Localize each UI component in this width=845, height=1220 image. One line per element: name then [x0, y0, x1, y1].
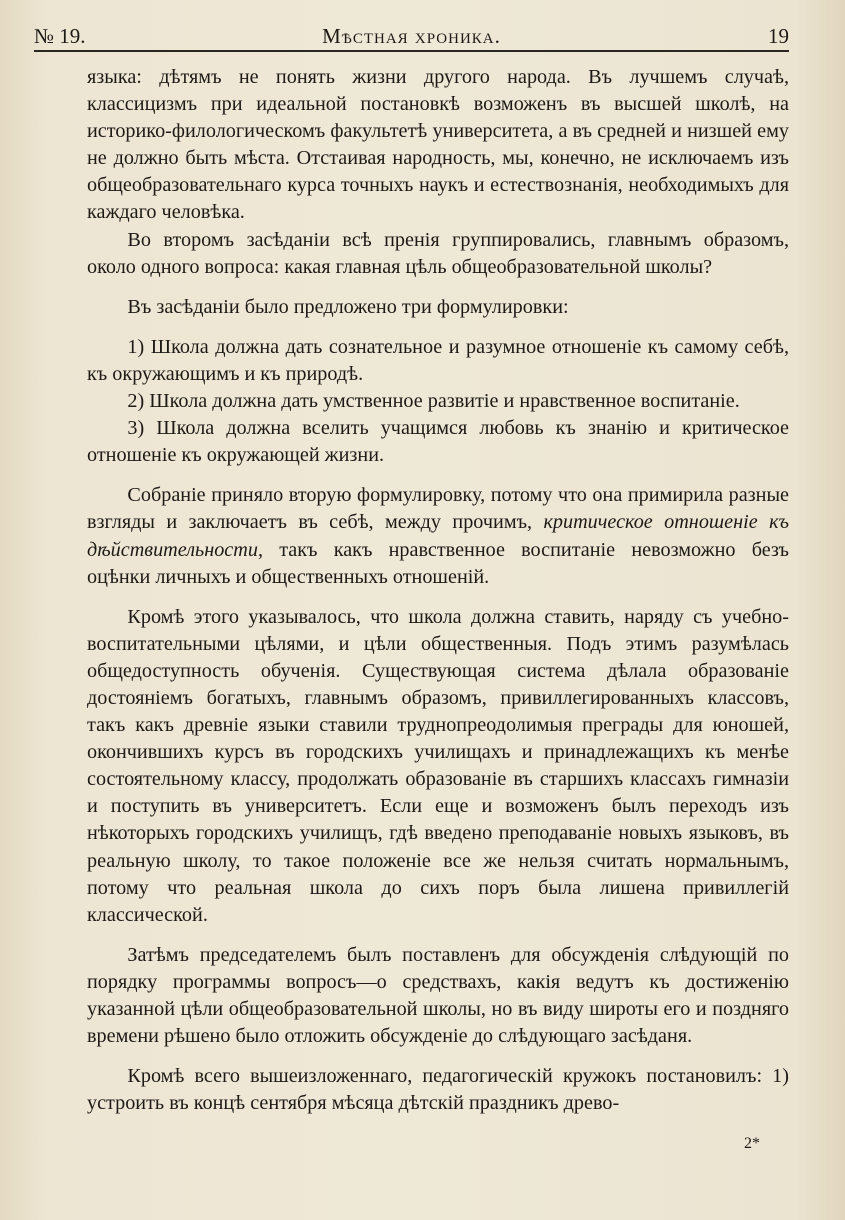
list-item: 2) Школа должна дать умственное развитіе и нравственное воспитаніе. — [127, 390, 740, 413]
paragraph-text: Собраніе приняло вторую формулировку, потому что она примирила разные взгляды и заключаетъ въ себѣ, между прочимъ, — [87, 484, 789, 534]
list-item: 3) Школа должна вселить учащимся любовь къ знанію и критическое отношеніе къ окружающей жизни. — [87, 417, 789, 467]
paragraph: Затѣмъ председателемъ былъ поставленъ для обсужденія слѣдующій по порядку программы вопросъ—о средствахъ, какія ведутъ къ достиженію указанной цѣли общеобразовательной школы, но въ виду широты его и поздняго времени рѣшено было отложить обсужденіе до слѣдующаго засѣданя. — [87, 943, 789, 1048]
emphasis: критическое отношеніе къ дѣйствительности — [87, 511, 789, 561]
paragraph-text: , такъ какъ нравственное воспитаніе невозможно безъ оцѣнки личныхъ и общественныхъ отношеній. — [87, 538, 789, 588]
paragraph: Во второмъ засѣданіи всѣ пренія группировались, главнымъ образомъ, около одного вопроса: какая главная цѣль общеобразовательной школы? — [87, 228, 789, 278]
paragraph: Кромѣ этого указывалось, что школа должна ставить, наряду съ учебно-воспитательными цѣлями, и цѣли общественныя. Подъ этимъ разумѣлась общедоступность обученія. Существующая система дѣлала образованіе достояніемъ богатыхъ, главнымъ образомъ, привиллегированныхъ классовъ, такъ какъ древніе языки ставили труднопреодолимыя преграды для юношей, окончившихъ курсъ въ городскихъ училищахъ и принадлежащихъ къ менѣе состоятельному классу, продолжать образованіе въ старшихъ классахъ гимназіи и поступить въ университетъ. Если еще и возможенъ былъ переходъ изъ нѣкоторыхъ городскихъ училищъ, гдѣ введено преподаваніе новыхъ языковъ, въ реальную школу, то такое положеніе все же нельзя считать нормальнымъ, потому что реальная школа до сихъ поръ была лишена привиллегій классической. — [87, 605, 789, 926]
paragraph: языка: дѣтямъ не понять жизни другого народа. Въ лучшемъ случаѣ, классицизмъ при идеальной постановкѣ возможенъ въ высшей школѣ, на историко-филологическомъ факультетѣ университета, а въ средней и низшей ему не должно быть мѣста. Отстаивая народность, мы, конечно, не исключаемъ изъ общеобразовательнаго курса точныхъ наукъ и естествознанія, необходимыхъ для каждаго человѣка. — [87, 66, 789, 224]
paragraph: Въ засѣданіи было предложено три формулировки: — [127, 295, 569, 318]
signature-mark: 2* — [744, 1135, 760, 1152]
header-rule — [34, 50, 789, 52]
article-body — [87, 64, 789, 1117]
paragraph — [87, 482, 789, 590]
issue-number: № 19. — [34, 24, 86, 48]
page-number: 19 — [768, 24, 789, 48]
list-item: 1) Школа должна дать сознательное и разумное отношеніе къ самому себѣ, къ окружающимъ и къ природѣ. — [87, 335, 789, 385]
section-title: Мѣстная хроника. — [322, 24, 501, 48]
running-header — [34, 20, 789, 50]
paragraph: Кромѣ всего вышеизложеннаго, педагогическій кружокъ постановилъ: 1) устроить въ концѣ сентября мѣсяца дѣтскій праздникъ древо- — [87, 1065, 789, 1115]
